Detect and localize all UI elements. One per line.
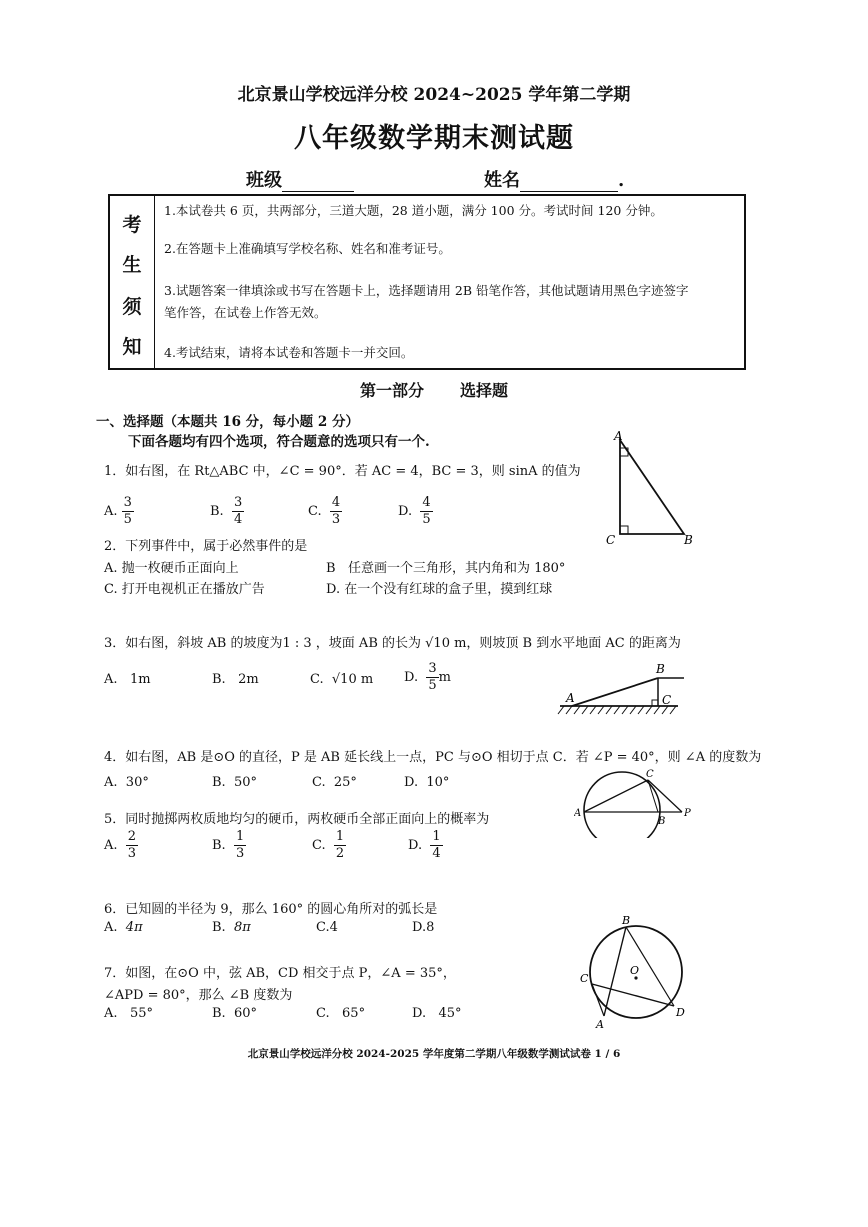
part-name: 第一部分 <box>359 381 424 400</box>
option-label: D. <box>412 920 427 935</box>
numerator: 4 <box>422 495 431 510</box>
option-text: 4π <box>125 920 143 935</box>
label-c: C <box>580 972 589 985</box>
option-label: C. <box>312 838 326 853</box>
denominator: 4 <box>432 846 441 861</box>
notice-side-char: 知 <box>122 336 142 358</box>
q7-option-b <box>212 1006 257 1021</box>
q3-option-d <box>404 662 451 693</box>
denominator: 4 <box>233 512 243 527</box>
option-label: D. <box>404 670 419 685</box>
fraction <box>334 830 346 861</box>
option-label: A. <box>104 561 118 576</box>
option-unit: m <box>438 670 451 685</box>
section-instruction: 下面各题均有四个选项，符合题意的选项只有一个. <box>128 434 430 450</box>
denominator: 3 <box>331 512 341 527</box>
option-label: C. <box>308 504 322 519</box>
notice-item-4: 4.考试结束，请将本试卷和答题卡一并交回。 <box>164 345 414 360</box>
denominator: 3 <box>127 846 137 861</box>
q6-option-c <box>316 920 338 935</box>
q5-option-a <box>104 830 138 861</box>
label-b: B <box>684 533 693 547</box>
q4-option-a <box>104 775 149 790</box>
option-label: A. <box>104 672 118 687</box>
numerator: 1 <box>335 829 345 844</box>
q5-option-b <box>212 830 246 861</box>
page-footer: 北京景山学校远洋分校 2024-2025 学年度第二学期八年级数学测试试卷 1 / 6 <box>247 1048 621 1060</box>
q5-option-d <box>408 830 443 861</box>
q2-stem: 2．下列事件中，属于必然事件的是 <box>104 539 308 554</box>
label-p: P <box>684 808 691 819</box>
label-b: B <box>658 816 666 827</box>
option-label: A. <box>104 504 118 519</box>
label-a: A <box>574 808 582 819</box>
option-label: D. <box>398 504 413 519</box>
q6-option-b <box>212 920 251 935</box>
fraction <box>420 496 432 527</box>
denominator: 5 <box>422 512 431 527</box>
name-suffix: . <box>618 170 625 191</box>
label-a: A <box>596 1018 604 1031</box>
right-angle-mark <box>620 526 628 534</box>
q1-option-c <box>308 496 342 527</box>
figure-circle-tangent <box>574 766 698 838</box>
fraction <box>426 662 438 693</box>
exam-notice-box <box>108 194 746 370</box>
fraction <box>122 496 134 527</box>
figure-slope <box>556 660 686 718</box>
notice-item-3: 3.试题答案一律填涂或书写在答题卡上，选择题请用 2B 铅笔作答，其他试题请用黑色字迹签字 <box>164 283 689 298</box>
triangle-abc <box>620 440 684 534</box>
option-label: B. <box>212 920 226 935</box>
option-text: 任意画一个三角形，其内角和为 180° <box>347 561 566 576</box>
option-text: 4 <box>329 920 338 935</box>
option-label: B. <box>212 838 226 853</box>
q7-stem-line-2: ∠APD = 80°，那么 ∠B 度数为 <box>104 988 293 1003</box>
name-blank <box>520 173 618 192</box>
option-text: 45° <box>438 1006 462 1021</box>
option-label: D. <box>404 775 419 790</box>
q6-option-a <box>104 920 143 935</box>
denominator: 5 <box>428 678 437 693</box>
exam-title: 八年级数学期末测试题 <box>294 123 574 154</box>
option-text: 2m <box>238 672 259 687</box>
denominator: 5 <box>123 512 132 527</box>
option-text: 1m <box>129 672 151 687</box>
option-label: D. <box>412 1006 427 1021</box>
fraction <box>330 496 342 527</box>
q3-option-a <box>104 672 151 687</box>
q3-stem: 3．如右图，斜坡 AB 的坡度为1 : 3 ，坡面 AB 的长为 √10 m，则坡顶 B 到水平地面 AC 的距离为 <box>104 636 681 651</box>
q2-option-a <box>104 557 239 576</box>
option-text: 55° <box>129 1006 153 1021</box>
denominator: 3 <box>235 846 245 861</box>
option-text: 65° <box>342 1006 366 1021</box>
numerator: 1 <box>432 829 441 844</box>
figure-right-triangle <box>596 428 706 550</box>
option-label: B. <box>210 504 224 519</box>
option-label: B. <box>212 672 226 687</box>
option-label: B. <box>212 1006 226 1021</box>
q4-stem: 4．如右图，AB 是⊙O 的直径，P 是 AB 延长线上一点，PC 与⊙O 相切于点 C．若 ∠P = 40°，则 ∠A 的度数为 <box>104 750 762 765</box>
notice-side-char: 须 <box>122 296 142 318</box>
q1-option-d <box>398 496 433 527</box>
q4-option-c <box>312 775 357 790</box>
figure-circle-chords <box>574 914 696 1032</box>
option-text: 30° <box>125 775 149 790</box>
option-label: D. <box>326 582 341 597</box>
option-label: C. <box>104 582 118 597</box>
q1-option-b <box>210 496 244 527</box>
fraction <box>430 830 442 861</box>
label-c: C <box>662 693 672 707</box>
q5-stem: 5．同时抛掷两枚质地均匀的硬币，两枚硬币全部正面向上的概率为 <box>104 812 490 827</box>
q6-option-d <box>412 920 434 935</box>
option-text: 打开电视机正在播放广告 <box>121 582 265 597</box>
class-field <box>246 166 354 192</box>
part-type: 选择题 <box>460 381 509 400</box>
notice-item-2: 2.在答题卡上准确填写学校名称、姓名和准考证号。 <box>164 241 451 256</box>
label-b: B <box>622 914 631 927</box>
option-label: C. <box>310 672 324 687</box>
q7-option-c <box>316 1006 365 1021</box>
label-c: C <box>646 769 654 780</box>
option-label: D. <box>408 838 423 853</box>
q3-option-b <box>212 672 259 687</box>
numerator: 4 <box>331 495 341 510</box>
denominator: 2 <box>335 846 345 861</box>
right-angle-mark <box>652 700 658 706</box>
q4-option-b <box>212 775 257 790</box>
option-label: C. <box>312 775 326 790</box>
q1-option-a <box>104 496 134 527</box>
notice-item-1: 1.本试卷共 6 页，共两部分，三道大题，28 道小题，满分 100 分。考试时间 120 分钟。 <box>164 203 663 218</box>
q2-option-b <box>326 557 565 576</box>
fraction <box>232 496 244 527</box>
numerator: 3 <box>428 661 437 676</box>
part-heading <box>0 378 868 401</box>
option-label: B. <box>212 775 226 790</box>
option-text: 8π <box>233 920 251 935</box>
section-heading: 一、选择题（本题共 16 分，每小题 2 分） <box>96 414 359 430</box>
label-c: C <box>606 533 616 547</box>
option-text: 60° <box>233 1006 257 1021</box>
q1-stem: 1．如右图，在 Rt△ABC 中，∠C = 90°．若 AC = 4，BC = 3，则 sinA 的值为 <box>104 464 581 479</box>
option-text: 25° <box>333 775 357 790</box>
label-a: A <box>566 691 575 705</box>
option-label: C. <box>316 1006 330 1021</box>
name-label: 姓名 <box>484 170 520 191</box>
q2-option-d <box>326 578 552 597</box>
q4-option-d <box>404 775 449 790</box>
numerator: 1 <box>235 829 245 844</box>
option-text: 抛一枚硬币正面向上 <box>121 561 239 576</box>
numerator: 2 <box>127 829 137 844</box>
label-b: B <box>656 662 665 676</box>
school-term-line: 北京景山学校远洋分校 2024~2025 学年第二学期 <box>237 85 631 105</box>
fraction <box>126 830 138 861</box>
option-label: A. <box>104 1006 118 1021</box>
option-text: √10 m <box>331 672 374 687</box>
q2-option-c <box>104 578 265 597</box>
q7-option-d <box>412 1006 462 1021</box>
option-text: 10° <box>426 775 450 790</box>
option-label: A. <box>104 775 118 790</box>
q7-stem-line-1: 7．如图，在⊙O 中，弦 AB，CD 相交于点 P，∠A = 35°， <box>104 966 456 981</box>
class-label: 班级 <box>246 170 282 191</box>
q5-option-c <box>312 830 346 861</box>
notice-side-char: 生 <box>122 254 142 276</box>
option-label: A. <box>104 920 118 935</box>
name-field <box>484 166 624 192</box>
label-d: D <box>676 1006 685 1019</box>
option-label: A. <box>104 838 118 853</box>
label-o: O <box>630 964 640 977</box>
chord-ca <box>592 984 604 1016</box>
label-a: A <box>614 429 623 443</box>
q7-option-a <box>104 1006 153 1021</box>
chord-ab <box>604 927 626 1016</box>
notice-side-column <box>110 196 155 368</box>
q3-option-c <box>310 672 373 687</box>
option-text: 50° <box>233 775 257 790</box>
q6-stem: 6．已知圆的半径为 9，那么 160° 的圆心角所对的弧长是 <box>104 902 438 917</box>
slope-ab <box>572 678 658 706</box>
option-label: C. <box>316 920 330 935</box>
notice-side-char: 考 <box>122 214 142 236</box>
option-text: 8 <box>426 920 435 935</box>
ground-hatching <box>558 706 676 714</box>
fraction <box>234 830 246 861</box>
class-blank <box>282 173 354 192</box>
option-text: 在一个没有红球的盒子里，摸到红球 <box>344 582 553 597</box>
numerator: 3 <box>233 495 243 510</box>
numerator: 3 <box>123 495 132 510</box>
chord-cd <box>592 984 674 1006</box>
option-label: B <box>326 561 336 576</box>
notice-item-3-cont: 笔作答，在试卷上作答无效。 <box>164 305 327 320</box>
